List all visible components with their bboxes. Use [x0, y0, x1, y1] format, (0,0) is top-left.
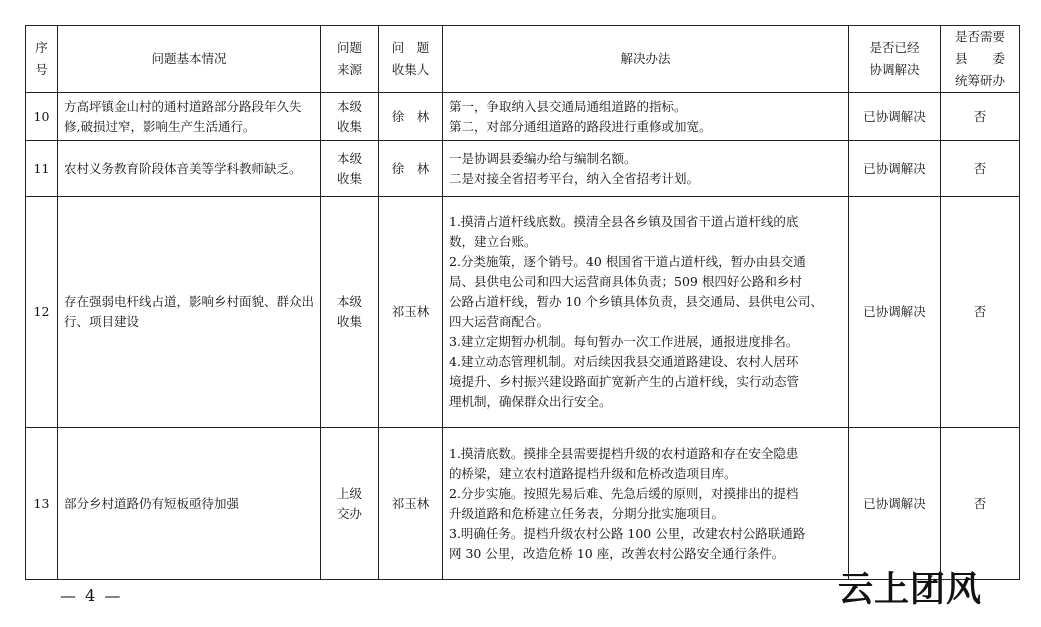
header-row — [26, 26, 1020, 93]
row-resolved: 已协调解决 — [849, 197, 941, 428]
row-needs-county: 否 — [941, 428, 1020, 580]
row-source: 本级 收集 — [321, 93, 379, 141]
row-solution: 一是协调县委编办给与编制名额。 二是对接全省招考平台，纳入全省招考计划。 — [443, 141, 849, 197]
issue-table — [25, 25, 1020, 580]
row-collector: 徐 林 — [379, 141, 443, 197]
header-collector: 问 题 收集人 — [379, 26, 443, 93]
row-collector: 徐 林 — [379, 93, 443, 141]
row-seq: 13 — [26, 428, 58, 580]
table-row — [26, 93, 1020, 141]
row-solution: 第一，争取纳入县交通局通组道路的指标。 第二，对部分通组道路的路段进行重修或加宽。 — [443, 93, 849, 141]
row-resolved: 已协调解决 — [849, 428, 941, 580]
row-solution: 1.摸清底数。摸排全县需要提档升级的农村道路和存在安全隐患 的桥梁，建立农村道路提档升级和危桥改造项目库。 2.分步实施。按照先易后难、先急后缓的原则，对摸排出的提档 升级道路和危桥建立任务表，分期分批实施项目。 3.明确任务。提档升级农村公路 100 公里，改建农村公路联通路 网 30 公里，改造危桥 10 座，改善农村公路安全通行条件。 — [443, 428, 849, 580]
header-source: 问题 来源 — [321, 26, 379, 93]
row-problem: 方高坪镇金山村的通村道路部分路段年久失修,破损过窄，影响生产生活通行。 — [58, 93, 321, 141]
row-seq: 12 — [26, 197, 58, 428]
row-solution: 1.摸清占道杆线底数。摸清全县各乡镇及国省干道占道杆线的底 数，建立台账。 2.分类施策，逐个销号。40 根国省干道占道杆线，暂办由县交通 局、县供电公司和四大运营商具体负责；509 根四好公路和乡村 公路占道杆线，暂办 10 个乡镇具体负责，县交通局、县供电公司、 四大运营商配合。 3.建立定期暂办机制。每旬暂办一次工作进展，通报进度排名。 4.建立动态管理机制。对后续因我县交通道路建设、农村人居环 境提升、乡村振兴建设路面扩宽新产生的占道杆线，实行动态管 理机制，确保群众出行安全。 — [443, 197, 849, 428]
row-problem: 部分乡村道路仍有短板亟待加强 — [58, 428, 321, 580]
table-row — [26, 428, 1020, 580]
row-problem: 存在强弱电杆线占道，影响乡村面貌、群众出行、项目建设 — [58, 197, 321, 428]
row-source: 本级 收集 — [321, 197, 379, 428]
row-seq: 10 — [26, 93, 58, 141]
row-needs-county: 否 — [941, 197, 1020, 428]
header-seq: 序 号 — [26, 26, 58, 93]
header-solution: 解决办法 — [443, 26, 849, 93]
row-seq: 11 — [26, 141, 58, 197]
table-row — [26, 197, 1020, 428]
row-source: 上级 交办 — [321, 428, 379, 580]
row-needs-county: 否 — [941, 93, 1020, 141]
row-collector: 祁玉林 — [379, 428, 443, 580]
row-needs-county: 否 — [941, 141, 1020, 197]
watermark-logo: 云上团风 — [838, 569, 983, 610]
row-collector: 祁玉林 — [379, 197, 443, 428]
row-resolved: 已协调解决 — [849, 141, 941, 197]
page-number: — 4 — — [60, 586, 123, 605]
row-resolved: 已协调解决 — [849, 93, 941, 141]
row-problem: 农村义务教育阶段体音美等学科教师缺乏。 — [58, 141, 321, 197]
row-source: 本级 收集 — [321, 141, 379, 197]
header-problem: 问题基本情况 — [58, 26, 321, 93]
table-row — [26, 141, 1020, 197]
header-needs-county: 是否需要 县 委 统筹研办 — [941, 26, 1020, 93]
header-resolved: 是否已经 协调解决 — [849, 26, 941, 93]
